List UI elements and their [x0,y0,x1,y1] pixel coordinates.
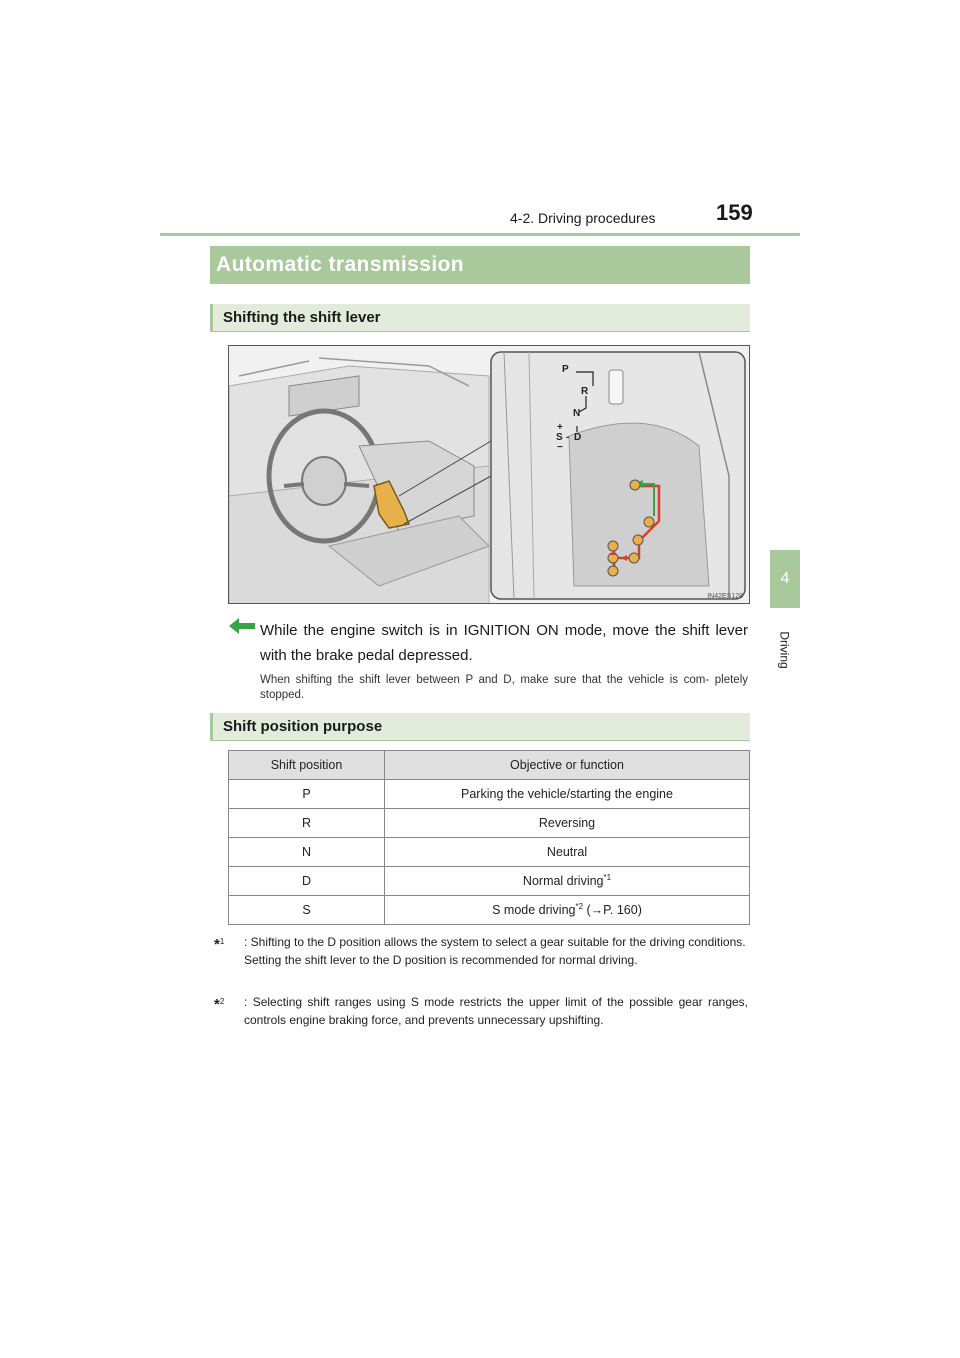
gate-label-n: N [573,408,581,419]
footnote-star: * [214,996,220,1013]
footnote-text: : Shifting to the D position allows the system to select a gear suitable for the driving conditions. [244,935,746,949]
shift-position-cell: D [229,867,385,896]
table-row [229,867,750,896]
function-cell [385,867,750,896]
gate-label-d: D [574,432,582,443]
table-row [229,809,750,838]
gate-label-plus: + [557,422,563,433]
function-text: Parking the vehicle/starting the engine [461,787,673,801]
page-number: 159 [716,200,753,225]
instruction-text: While the engine switch is in IGNITION ON mode, move the shift lever with the brake pedal depressed. [260,622,748,664]
footnote-1 [214,933,748,969]
shift-position-cell: N [229,838,385,867]
footnote-text-2: Setting the shift lever to the D position is recommended for normal driving. [244,953,638,967]
shift-position-table [228,750,750,925]
footnote-2 [214,993,748,1029]
instruction-note: When shifting the shift lever between P and D, make sure that the vehicle is com- pletely stopped. [260,674,748,701]
chapter-tab: 4 [770,550,800,608]
table-header-cell: Shift position [229,751,385,780]
footnote-marker [214,933,244,954]
page-reference: (→P. 160) [583,903,642,918]
illustration-code: IN42ES128 [707,593,743,600]
gate-label-r: R [581,386,589,397]
table-row [229,780,750,809]
shift-position-cell: P [229,780,385,809]
shift-position-cell: R [229,809,385,838]
illustration-drawing [229,346,750,604]
header-divider [160,233,800,236]
function-cell [385,838,750,867]
function-cell [385,809,750,838]
left-arrow-icon [229,618,255,634]
footnote-ref: *2 [575,902,584,912]
shift-lever-illustration [228,345,750,604]
function-text: Neutral [546,845,588,859]
gate-label-s: S [556,432,563,443]
footnote-star: * [214,936,220,953]
chapter-label-text: Driving [778,631,792,669]
footnote-ref: *1 [603,873,612,883]
footnote-number: 1 [219,937,225,946]
page-title: Automatic transmission [210,246,750,284]
function-text: S mode driving [492,903,576,918]
section-heading-purpose: Shift position purpose [210,713,750,741]
section-label: 4-2. Driving procedures [510,210,656,226]
table-row [229,896,750,925]
table-header-row [229,751,750,780]
chapter-label [768,620,802,680]
gate-label-dash: - [566,432,570,443]
gate-label-minus: − [557,442,563,453]
table-row [229,838,750,867]
shift-position-cell: S [229,896,385,925]
table-header-cell: Objective or function [385,751,750,780]
function-text: Normal driving [522,874,604,889]
gate-label-p: P [562,364,569,375]
footnote-number: 2 [219,997,225,1006]
function-text: Reversing [538,816,596,830]
footnote-text: : Selecting shift ranges using S mode restricts the upper limit of the possible gear ranges, controls engine braking force, and prevents unnecessary upshifting. [244,995,748,1027]
footnote-marker [214,993,244,1014]
function-cell [385,896,750,925]
function-cell [385,780,750,809]
section-heading-shifting: Shifting the shift lever [210,304,750,332]
